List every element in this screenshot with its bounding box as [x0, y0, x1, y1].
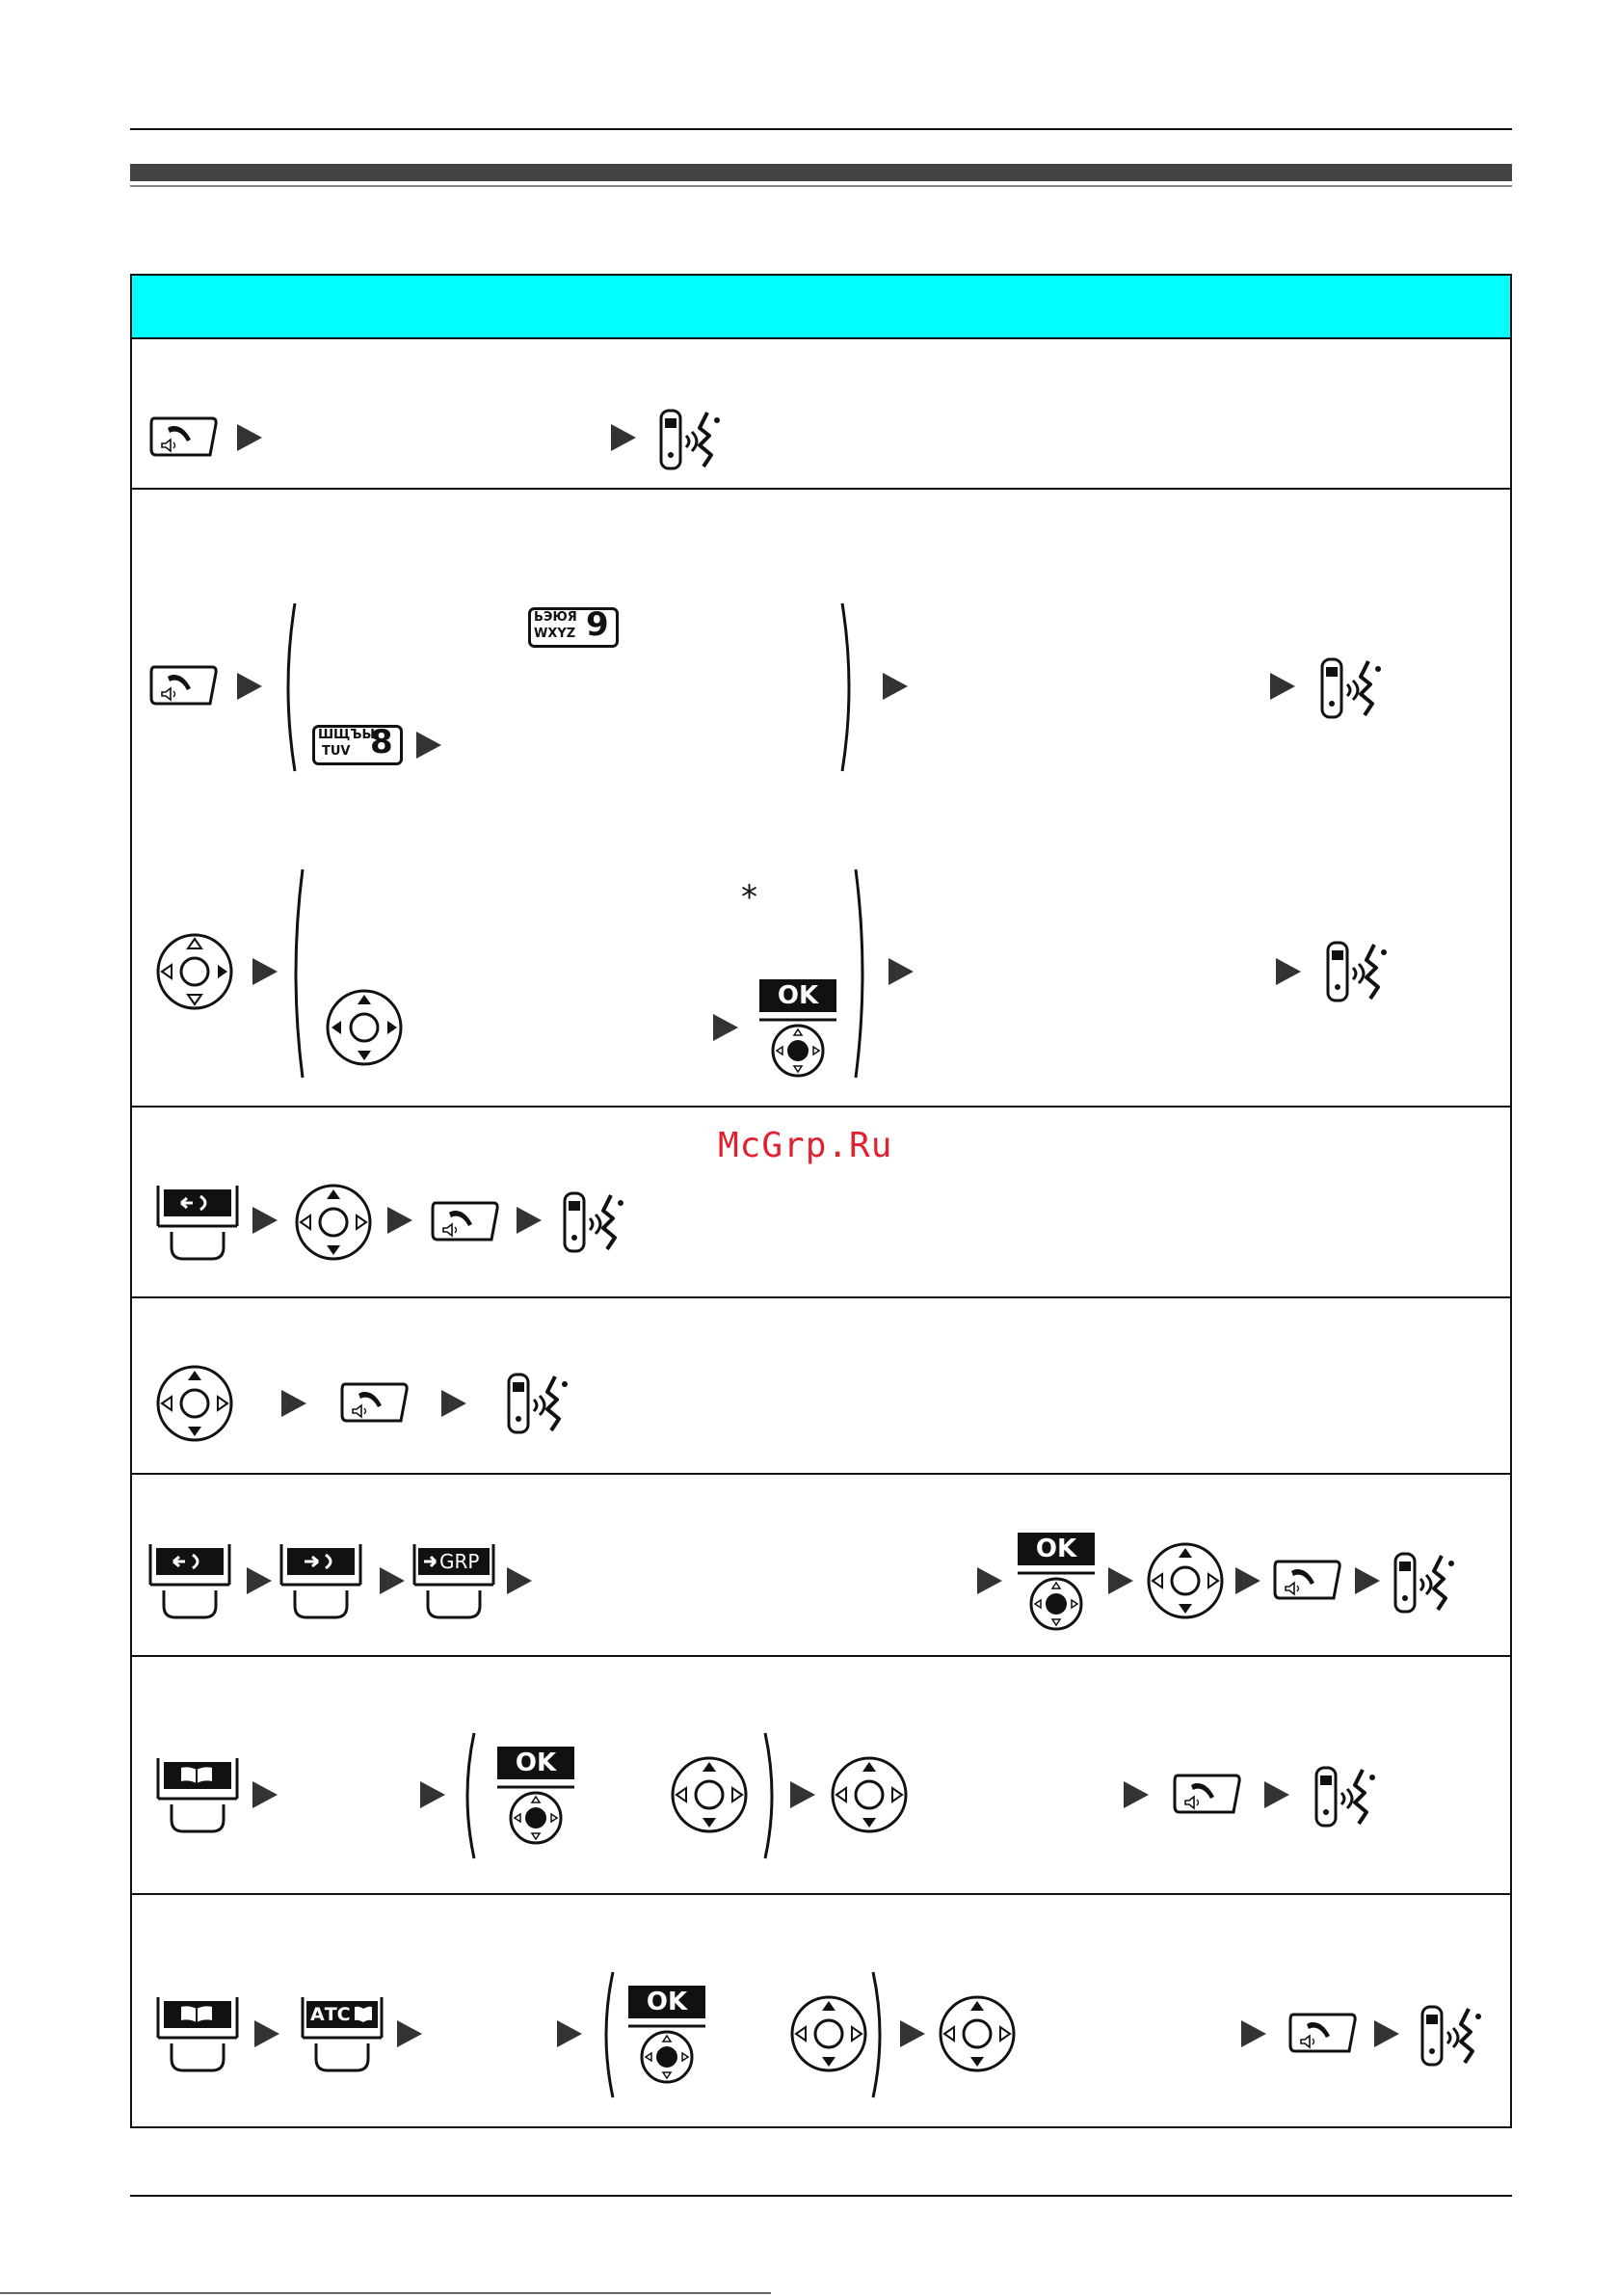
dial-key-8-letters-top: ШЩЪЫ [318, 728, 375, 742]
step-arrow [977, 1567, 1002, 1594]
step-arrow [397, 2020, 422, 2047]
navigator-key-icon[interactable] [939, 1995, 1016, 2072]
header-bar-underline [130, 185, 1512, 187]
step-arrow [252, 1781, 278, 1808]
option-bracket-right [852, 868, 871, 1080]
step-arrow [1264, 1781, 1289, 1808]
step-arrow [247, 1567, 272, 1594]
step-arrow [420, 1781, 445, 1808]
ok-label: OK [1035, 1535, 1077, 1563]
intercom-soft-key[interactable] [279, 1542, 362, 1621]
pbx-label: АТС [310, 2004, 351, 2025]
navigator-key-icon[interactable] [326, 989, 403, 1066]
step-arrow [611, 424, 636, 451]
talk-speaker-key-icon[interactable] [148, 663, 218, 707]
group-soft-key[interactable] [412, 1542, 495, 1621]
redial-soft-key[interactable] [148, 1542, 231, 1621]
ok-soft-key[interactable] [757, 977, 838, 1078]
dial-key-9[interactable] [528, 607, 619, 648]
pbx-phonebook-soft-key[interactable] [301, 1995, 384, 2074]
step-arrow [900, 2020, 925, 2047]
step-arrow [380, 1567, 405, 1594]
step-arrow [1235, 1567, 1260, 1594]
redial-soft-key[interactable] [156, 1184, 239, 1263]
table-header [132, 276, 1510, 339]
option-bracket-left [287, 868, 306, 1080]
option-bracket-right [761, 1731, 781, 1860]
row-separator [132, 1296, 1510, 1298]
step-arrow [254, 2020, 279, 2047]
handset-talking-icon [557, 1188, 634, 1257]
phonebook-soft-key[interactable] [156, 1995, 239, 2074]
row-separator [132, 1893, 1510, 1895]
handset-talking-icon [1314, 654, 1392, 723]
ok-label: OK [515, 1749, 557, 1777]
step-arrow [281, 1390, 306, 1417]
top-rule [130, 128, 1512, 130]
option-bracket-left [279, 601, 299, 773]
page-edge-rule [0, 2292, 771, 2294]
step-arrow [1276, 958, 1301, 985]
step-arrow [1355, 1567, 1380, 1594]
talk-speaker-key-icon[interactable] [339, 1380, 409, 1425]
option-bracket-left [597, 1970, 617, 2099]
row-separator [132, 1106, 1510, 1108]
header-bar [130, 164, 1512, 181]
dial-key-9-digit: 9 [586, 605, 609, 644]
step-arrow [416, 732, 441, 759]
navigator-key-icon[interactable] [831, 1756, 908, 1833]
talk-speaker-key-icon[interactable] [1172, 1772, 1241, 1816]
step-arrow [252, 1207, 278, 1234]
ok-label: OK [777, 981, 819, 1010]
option-bracket-right [838, 601, 858, 773]
navigator-key-icon[interactable] [790, 1995, 867, 2072]
dial-key-8-digit: 8 [370, 723, 393, 761]
step-arrow [252, 958, 278, 985]
talk-speaker-key-icon[interactable] [148, 414, 218, 459]
star-symbol: * [741, 878, 757, 917]
navigator-key-icon[interactable] [1147, 1542, 1224, 1619]
step-arrow [557, 2020, 582, 2047]
navigator-key-icon[interactable] [156, 933, 233, 1010]
watermark: McGrp.Ru [718, 1126, 893, 1165]
handset-talking-icon [1388, 1548, 1465, 1617]
step-arrow [441, 1390, 466, 1417]
option-bracket-right [869, 1970, 889, 2099]
step-arrow [1108, 1567, 1133, 1594]
talk-speaker-key-icon[interactable] [1287, 2011, 1357, 2055]
dial-key-9-letters-bottom: WXYZ [534, 627, 576, 641]
group-label: GRP [439, 1550, 480, 1573]
ok-label: OK [646, 1988, 688, 2016]
ok-soft-key[interactable] [1016, 1531, 1097, 1631]
navigator-key-icon[interactable] [156, 1365, 233, 1442]
handset-talking-icon [1309, 1762, 1386, 1831]
navigator-key-icon[interactable] [671, 1756, 748, 1833]
step-arrow [237, 673, 262, 700]
dial-key-9-letters-top: ЬЭЮЯ [534, 610, 577, 625]
step-arrow [1124, 1781, 1149, 1808]
ok-soft-key[interactable] [495, 1745, 576, 1845]
step-arrow [1241, 2020, 1266, 2047]
step-arrow [1270, 673, 1295, 700]
step-arrow [713, 1014, 738, 1041]
phonebook-soft-key[interactable] [156, 1756, 239, 1835]
step-arrow [889, 958, 914, 985]
handset-talking-icon [1415, 2001, 1492, 2070]
option-bracket-left [459, 1731, 478, 1860]
step-arrow [883, 673, 908, 700]
step-arrow [237, 424, 262, 451]
dial-key-8[interactable] [312, 725, 403, 765]
dial-key-8-letters-bottom: TUV [322, 744, 351, 759]
talk-speaker-key-icon[interactable] [430, 1199, 499, 1243]
row-separator [132, 1473, 1510, 1475]
row-separator [132, 488, 1510, 490]
step-arrow [387, 1207, 412, 1234]
row-separator [132, 1655, 1510, 1657]
ok-soft-key[interactable] [626, 1984, 707, 2084]
handset-talking-icon [1320, 937, 1397, 1006]
talk-speaker-key-icon[interactable] [1272, 1558, 1341, 1602]
handset-talking-icon [501, 1369, 578, 1438]
navigator-key-icon[interactable] [295, 1184, 372, 1261]
bottom-rule [130, 2195, 1512, 2197]
step-arrow [517, 1207, 542, 1234]
step-arrow [1374, 2020, 1399, 2047]
handset-talking-icon [653, 405, 730, 474]
step-arrow [790, 1781, 815, 1808]
step-arrow [507, 1567, 532, 1594]
